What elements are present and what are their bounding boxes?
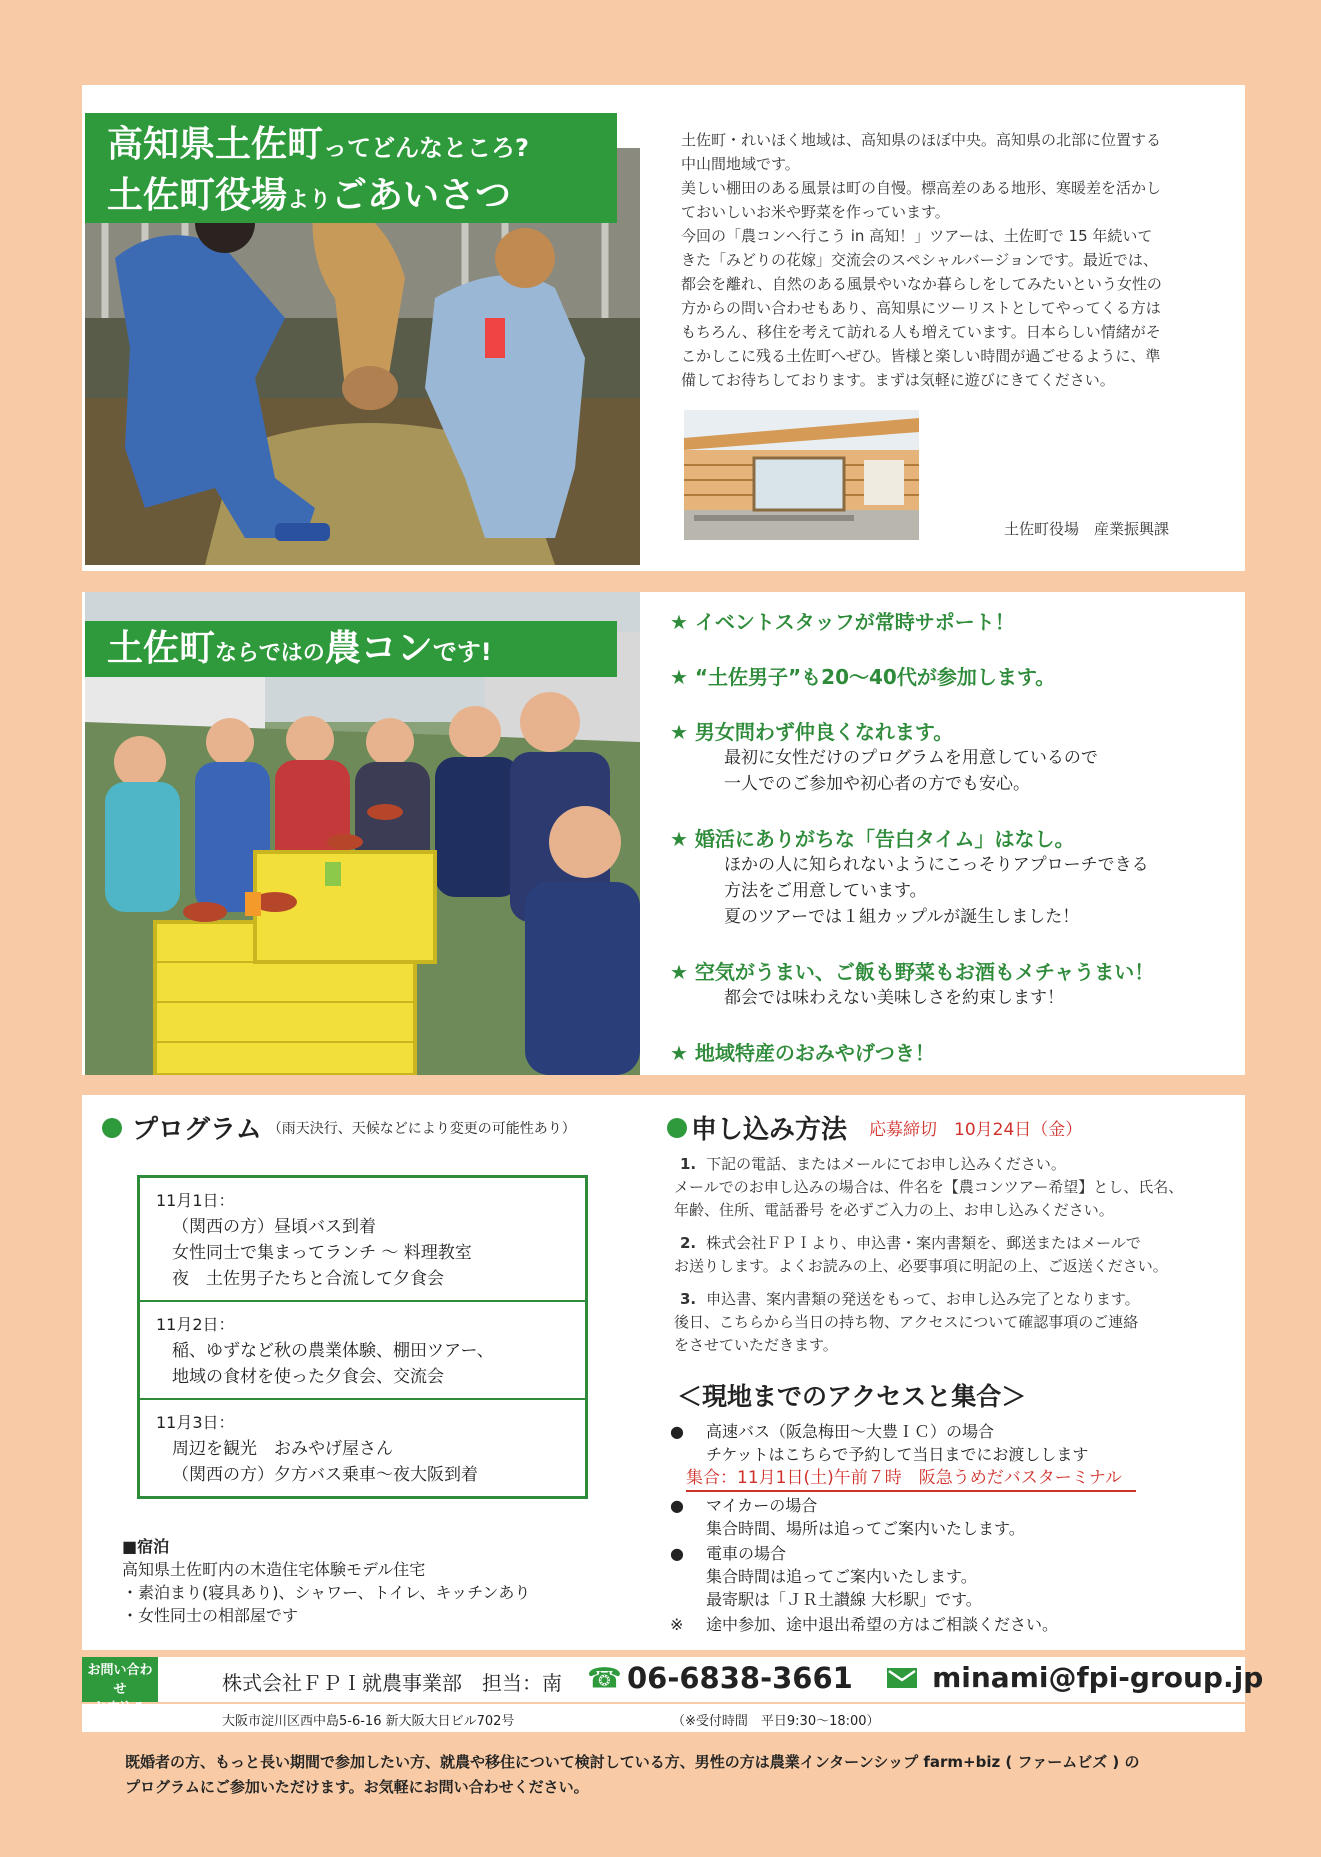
intro-banner-subtitle-end: ごあいさつ (331, 175, 512, 216)
lodging (122, 1535, 530, 1627)
apply-step-text: 下記の電話、またはメールにてお申し込みください。 (706, 1155, 1066, 1173)
intro-banner-title: 高知県土佐町 (107, 124, 324, 165)
lodging-line: ・女性同士の相部屋です (122, 1606, 299, 1625)
access-line: チケットはこちらで予約して当日までにお渡しします (706, 1445, 1089, 1464)
program-dot-icon (102, 1118, 122, 1138)
apply-heading (667, 1109, 1082, 1146)
schedule-date: 11月2日： (156, 1315, 235, 1334)
phone-number: 06-6838-3661 (626, 1661, 853, 1695)
schedule-line: （関西の方）夕方バス乗車～夜大阪到着 (172, 1465, 478, 1485)
access-item (670, 1542, 1240, 1611)
contact-email[interactable] (887, 1661, 1263, 1694)
apply-steps (674, 1153, 1239, 1367)
feature-body-line: 一人でのご参加や初心者の方でも安心。 (724, 774, 1030, 794)
access-highlight: 集合：11月1日(土)午前７時 阪急うめだバスターミナル (686, 1467, 1136, 1492)
apply-step-line (674, 1255, 1239, 1278)
features-panel (82, 592, 1245, 1075)
apply-step-line (674, 1232, 1239, 1255)
access-item (670, 1613, 1240, 1636)
feature-heading: ★ イベントスタッフが常時サポート！ (670, 610, 1015, 634)
footer-line: プログラムにご参加いただけます。お気軽にお問い合わせください。 (125, 1778, 589, 1796)
info-panel (82, 1095, 1245, 1650)
feature-body-line: ほかの人に知られないようにこっそりアプローチできる (724, 855, 1149, 875)
apply-step-line (674, 1334, 1239, 1357)
contact-badge-line: お問い合わせ (87, 1663, 153, 1697)
apply-step-line (674, 1153, 1239, 1176)
schedule-line: （関西の方）昼頃バス到着 (172, 1217, 376, 1237)
apply-step-text: をさせていただきます。 (674, 1336, 838, 1354)
feature-heading: ★ 婚活にありがちな「告白タイム」はなし。 (670, 827, 1075, 851)
intro-line: 中山間地域です。 (681, 155, 800, 173)
intro-line: もちろん、移住を考えて訪れる人も増えています。日本らしい情緒がそ (681, 323, 1161, 341)
apply-step-line (674, 1176, 1239, 1199)
apply-step-number: 3. (680, 1290, 697, 1308)
intro-line: 土佐町・れいほく地域は、高知県のほぼ中央。高知県の北部に位置する (681, 131, 1162, 149)
program-heading (102, 1109, 576, 1146)
apply-step-number: 2. (680, 1234, 697, 1252)
email-address: minami@fpi-group.jp (932, 1661, 1264, 1694)
feature-list (670, 606, 1240, 1066)
schedule-line: 夜 土佐男子たちと合流して夕食会 (172, 1269, 444, 1289)
feature-item (670, 956, 1240, 1011)
intro-banner (85, 113, 617, 223)
access-line: 集合時間は追ってご案内いたします。 (706, 1567, 977, 1586)
contact-badge (82, 1657, 158, 1702)
intro-line: 今回の「農コンへ行こう in 高知！」ツアーは、土佐町で 15 年続いて (681, 227, 1153, 245)
phone-icon: ☎ (587, 1661, 622, 1695)
contact-company: 株式会社ＦＰＩ就農事業部 担当：南 (222, 1671, 562, 1695)
intro-banner-subtitle: 土佐町役場 (107, 175, 288, 216)
intro-paragraph (681, 128, 1241, 392)
apply-step (674, 1288, 1239, 1357)
apply-step (674, 1232, 1239, 1278)
feature-heading: ★ “土佐男子”も20～40代が参加します。 (670, 665, 1056, 689)
apply-deadline: 応募締切 10月24日（金） (869, 1120, 1083, 1140)
schedule-day (140, 1302, 585, 1400)
features-banner (85, 621, 617, 677)
lodging-line: ・素泊まり(寝具あり)、シャワー、トイレ、キッチンあり (122, 1583, 531, 1602)
features-banner-a: 土佐町 (107, 628, 216, 669)
lodging-title: ■宿泊 (122, 1537, 170, 1556)
access-bullet: ● (670, 1544, 684, 1563)
program-note: （雨天決行、天候などにより変更の可能性あり） (267, 1120, 576, 1137)
feature-item (670, 823, 1240, 930)
apply-step (674, 1153, 1239, 1222)
access-line: 最寄駅は「ＪＲ土讃線 大杉駅」です。 (706, 1590, 982, 1609)
intro-line: 美しい棚田のある風景は町の自慢。標高差のある地形、寒暖差を活かし (681, 179, 1162, 197)
access-item (670, 1420, 1240, 1492)
apply-dot-icon (667, 1118, 687, 1138)
schedule-day (140, 1178, 585, 1302)
features-banner-b: ならではの (215, 641, 325, 666)
contact-bar (82, 1657, 1264, 1702)
apply-step-line (674, 1288, 1239, 1311)
schedule-day (140, 1400, 585, 1496)
contact-phone[interactable] (587, 1661, 853, 1695)
feature-heading: ★ 空気がうまい、ご飯も野菜もお酒もメチャうまい！ (670, 960, 1155, 984)
access-bullet: ※ (670, 1615, 684, 1634)
apply-title: 申し込み方法 (691, 1115, 848, 1145)
apply-step-text: 年齢、住所、電話番号 を必ずご入力の上、お申し込みください。 (674, 1201, 1114, 1219)
apply-step-text: 株式会社ＦＰＩより、申込書・案内書類を、郵送またはメールで (706, 1234, 1141, 1252)
access-line: マイカーの場合 (706, 1496, 818, 1515)
contact-address: 大阪市淀川区西中島5-6-16 新大阪大日ビル702号 (222, 1714, 515, 1729)
schedule-line: 稲、ゆずなど秋の農業体験、棚田ツアー、 (172, 1341, 494, 1361)
apply-step-text: お送りします。よくお読みの上、必要事項に明記の上、ご返送ください。 (674, 1257, 1168, 1275)
address-bar (82, 1704, 1245, 1732)
feature-heading: ★ 男女問わず仲良くなれます。 (670, 720, 954, 744)
schedule-line: 地域の食材を使った夕食会、交流会 (172, 1367, 444, 1387)
intro-signature: 土佐町役場 産業振興課 (1004, 520, 1170, 538)
intro-panel (82, 85, 1245, 571)
intro-banner-title-suffix: ってどんなところ? (323, 134, 529, 162)
access-title: ＜現地までのアクセスと集合＞ (677, 1382, 1027, 1411)
footer-note (125, 1750, 1235, 1800)
footer-line: 既婚者の方、もっと長い期間で参加したい方、就農や移住について検討している方、男性の方は農業インターンシップ farm+biz ( ファームビズ ) の (125, 1753, 1140, 1771)
intro-line: 備してお待ちしております。まずは気軽に遊びにきてください。 (681, 371, 1115, 389)
lodging-line: 高知県土佐町内の木造住宅体験モデル住宅 (122, 1560, 426, 1579)
intro-line: 方からの問い合わせもあり、高知県にツーリストとしてやってくる方は (681, 299, 1161, 317)
apply-step-text: 後日、こちらから当日の持ち物、アクセスについて確認事項のご連絡 (674, 1313, 1139, 1331)
feature-body-line: 最初に女性だけのプログラムを用意しているので (724, 748, 1098, 768)
access-line: 集合時間、場所は追ってご案内いたします。 (706, 1519, 1025, 1538)
feature-body-line: 方法をご用意しています。 (724, 881, 927, 901)
access-bullet: ● (670, 1496, 684, 1515)
intro-line: ておいしいお米や野菜を作っています。 (681, 203, 950, 221)
program-title: プログラム (132, 1115, 262, 1145)
features-banner-c: 農コン (324, 628, 433, 669)
intro-line: 都会を離れ、自然のある風景やいなか暮らしをしてみたいという女性の (681, 275, 1162, 293)
feature-item (670, 606, 1240, 635)
feature-body-line: 都会では味わえない美味しさを約束します！ (724, 988, 1064, 1008)
intro-line: きた「みどりの花嫁」交流会のスペシャルバージョンです。最近では、 (681, 251, 1158, 269)
access-line: 電車の場合 (706, 1544, 787, 1563)
access-line: 高速バス（阪急梅田～大豊ＩＣ）の場合 (706, 1422, 995, 1441)
schedule-line: 周辺を観光 おみやげ屋さん (172, 1439, 393, 1459)
access-item (670, 1494, 1240, 1540)
mail-icon (887, 1668, 917, 1688)
schedule-date: 11月1日： (156, 1191, 235, 1210)
feature-item (670, 716, 1240, 797)
feature-item (670, 661, 1240, 690)
access-list (670, 1420, 1240, 1638)
feature-heading: ★ 地域特産のおみやげつき！ (670, 1041, 935, 1065)
townhall-photo (684, 410, 919, 540)
feature-item (670, 1037, 1240, 1066)
apply-step-text: メールでのお申し込みの場合は、件名を【農コンツアー希望】とし、氏名、 (674, 1178, 1184, 1196)
access-line: 途中参加、途中退出希望の方はご相談ください。 (706, 1615, 1059, 1634)
features-banner-d: です! (432, 638, 492, 666)
schedule-box (137, 1175, 588, 1499)
schedule-line: 女性同士で集まってランチ ～ 料理教室 (172, 1243, 472, 1263)
schedule-date: 11月3日： (156, 1413, 235, 1432)
apply-step-line (674, 1311, 1239, 1334)
apply-step-line (674, 1199, 1239, 1222)
contact-hours: （※受付時間 平日9:30～18:00） (672, 1714, 880, 1729)
intro-banner-subtitle-mid: より (287, 188, 332, 213)
apply-step-text: 申込書、案内書類の発送をもって、お申し込み完了となります。 (706, 1290, 1140, 1308)
intro-line: こかしこに残る土佐町へぜひ。皆様と楽しい時間が過ごせるように、準 (681, 347, 1161, 365)
access-bullet: ● (670, 1422, 684, 1441)
apply-step-number: 1. (680, 1155, 697, 1173)
feature-body-line: 夏のツアーでは１組カップルが誕生しました！ (724, 907, 1080, 927)
